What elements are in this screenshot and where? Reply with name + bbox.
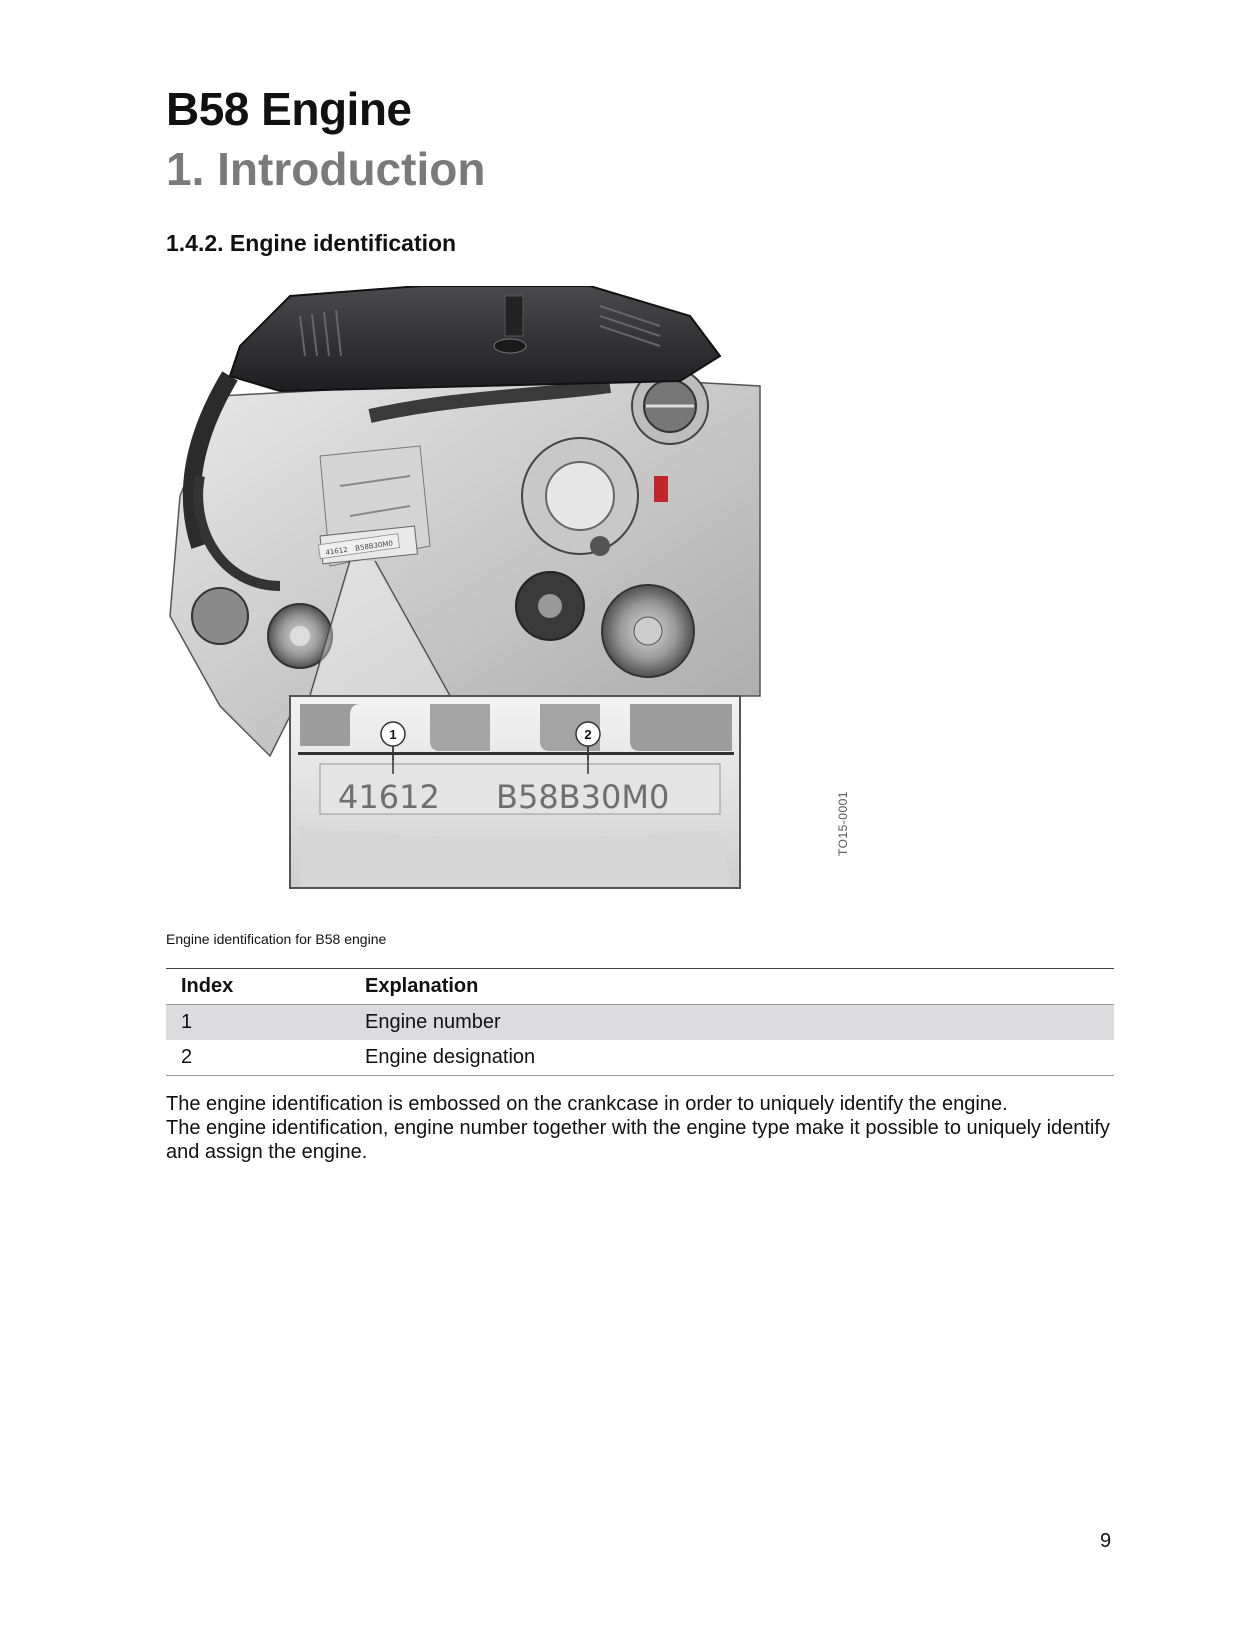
- section-heading: 1.4.2. Engine identification: [166, 230, 457, 256]
- engine-illustration: [160, 286, 880, 926]
- body-paragraph: [166, 1092, 1126, 1164]
- body-line-1: The engine identification is embossed on the crankcase in order to uniquely identify the engine.: [166, 1093, 1008, 1115]
- callout-2-label: 2: [584, 727, 592, 742]
- document-title: B58 Engine: [166, 83, 412, 135]
- cell-explanation: Engine number: [350, 1005, 1114, 1041]
- figure-reference-code: TO15-0001: [836, 791, 850, 856]
- block-engine-designation: B58B30M0: [354, 539, 394, 553]
- zoom-inset: [290, 696, 740, 888]
- index-table: [166, 968, 1114, 1076]
- column-header-index: Index: [166, 969, 350, 1005]
- table-row: [166, 1040, 1114, 1076]
- table-header-row: [166, 969, 1114, 1005]
- chapter-title: 1. Introduction: [166, 143, 486, 195]
- cell-explanation: Engine designation: [350, 1040, 1114, 1076]
- figure-caption: Engine identification for B58 engine: [166, 931, 387, 947]
- embossed-engine-number: 41612: [338, 778, 440, 816]
- embossed-engine-designation: B58B30M0: [496, 778, 670, 816]
- engine-figure: [160, 286, 880, 926]
- table-row: [166, 1005, 1114, 1041]
- cell-index: 2: [166, 1040, 350, 1076]
- column-header-explanation: Explanation: [350, 969, 1114, 1005]
- body-line-2: The engine identification, engine number together with the engine type make it possible to uniquely identify and assign the engine.: [166, 1117, 1110, 1163]
- block-engine-number: 41612: [325, 545, 349, 557]
- callout-1-label: 1: [389, 727, 397, 742]
- page-number: 9: [1100, 1530, 1112, 1552]
- cell-index: 1: [166, 1005, 350, 1041]
